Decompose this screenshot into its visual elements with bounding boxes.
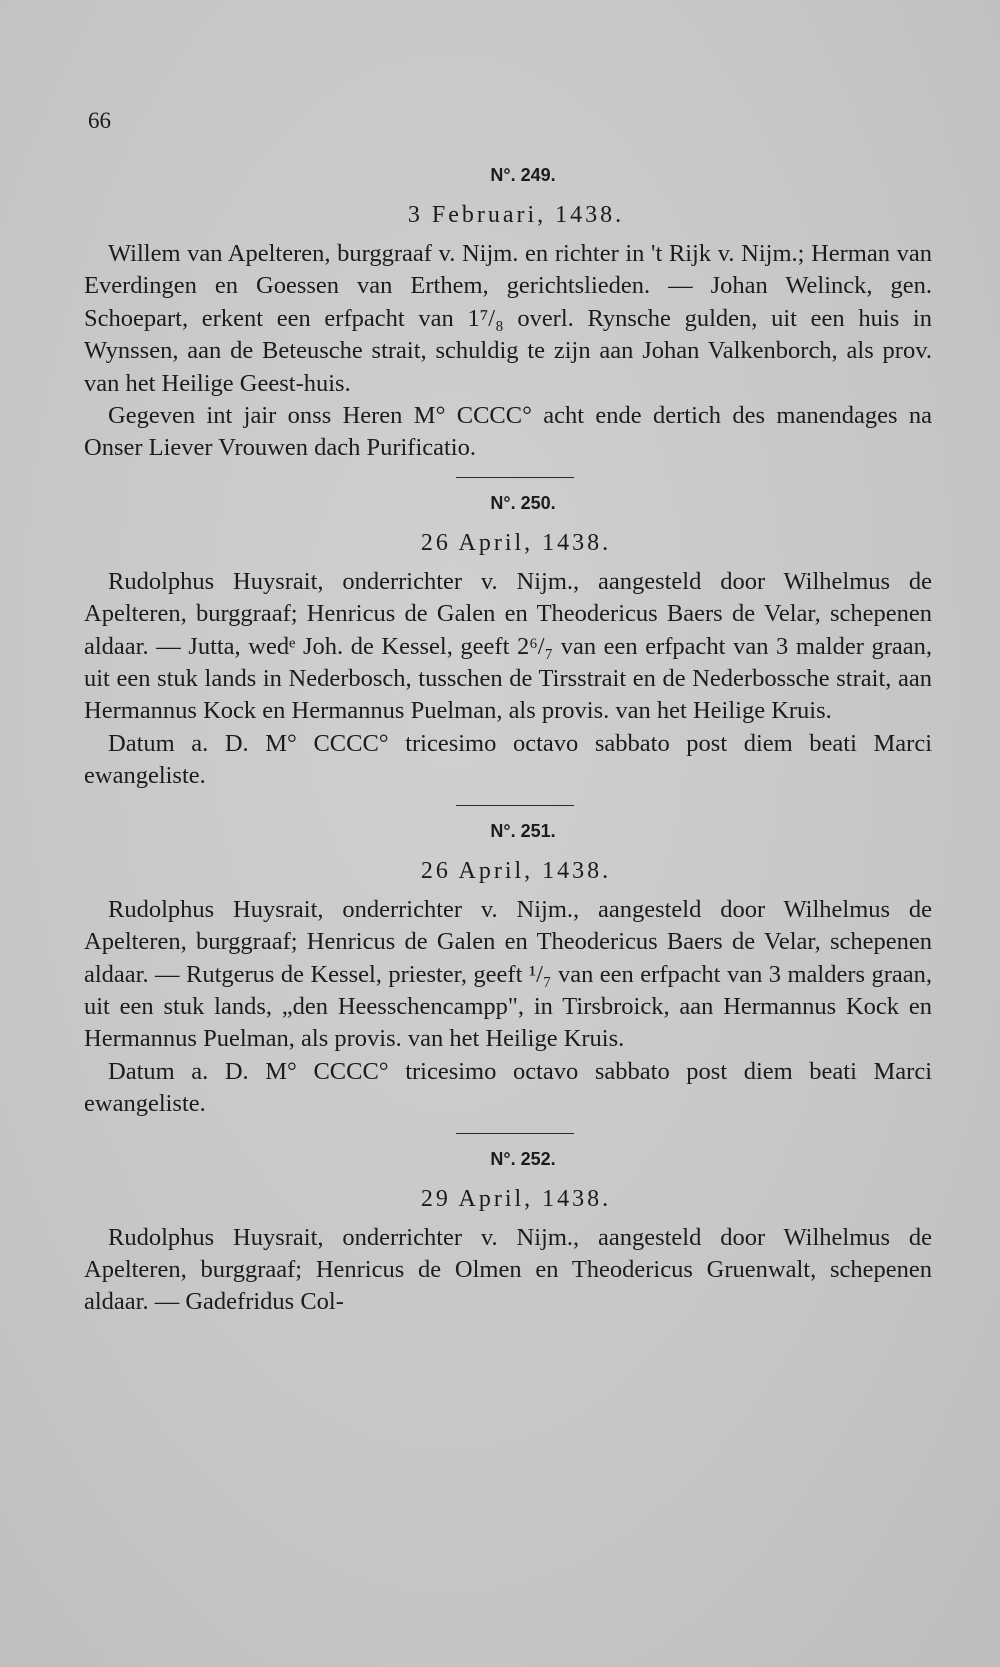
entry-body: [84, 894, 932, 1121]
entry-date: 3 Februari, 1438.: [407, 202, 625, 228]
entry-252: [84, 1146, 932, 1319]
entry-datum: Datum a. D. M° CCCC° tricesimo octavo sabbato post diem beati Marci ewangeliste.: [84, 1057, 932, 1118]
entry-datum: Datum a. D. M° CCCC° tricesimo octavo sabbato post diem beati Marci ewangeliste.: [84, 729, 932, 790]
entry-body: [84, 566, 932, 793]
separator-line: [456, 1133, 574, 1134]
entry-250: [84, 490, 932, 793]
entry-date: 26 April, 1438.: [420, 857, 612, 884]
separator-line: [456, 477, 574, 478]
entry-body: [84, 1222, 932, 1319]
entry-text: Rudolphus Huysrait, onderrichter v. Nijm., aangesteld door Wilhelmus de Apelteren, burggraaf; Henricus de Olmen en Theodericus Gruenwalt, schepenen aldaar. — Gadefridus Col-: [84, 1223, 932, 1316]
entry-number: N°. 250.: [490, 492, 556, 513]
entry-text: Rudolphus Huysrait, onderrichter v. Nijm., aangesteld door Wilhelmus de Apelteren, burggraaf; Henricus de Galen en Theodericus Baers de Velar, schepenen aldaar. — Jutta, wedᵉ Joh. de Kessel, geeft 2⁶/₇ van een erfpacht van 3 malder graan, uit een stuk lands in Nederbosch, tusschen de Tirsstrait en de Nederbossche strait, aan Hermannus Kock en Hermannus Puelman, als provis. van het Heilige Kruis.: [84, 567, 932, 725]
entry-body: [84, 238, 932, 465]
entry-date: 29 April, 1438.: [420, 1185, 612, 1212]
entry-date: 26 April, 1438.: [420, 529, 612, 556]
entry-number: N°. 251.: [490, 820, 556, 841]
entry-249: [84, 162, 932, 465]
separator-line: [456, 805, 574, 806]
entry-datum: Gegeven int jair onss Heren M° CCCC° acht ende dertich des manendages na Onser Liever Vrouwen dach Purificatio.: [84, 402, 932, 462]
entry-number: N°. 252.: [490, 1148, 556, 1169]
entry-251: [84, 818, 932, 1121]
text-column: [84, 162, 932, 1319]
entry-text: Willem van Apelteren, burggraaf v. Nijm. en richter in 't Rijk v. Nijm.; Herman van Everdingen en Goessen van Erthem, gerichtslieden. — Johan Welinck, gen. Schoepart, erkent een erfpacht van 1⁷/₈ overl. Rynsche gulden, uit een huis in Wynssen, aan de Beteusche strait, schuldig te zijn aan Johan Valkenborch, als prov. van het Heilige Geest-huis.: [84, 240, 932, 397]
entry-text: Rudolphus Huysrait, onderrichter v. Nijm., aangesteld door Wilhelmus de Apelteren, burggraaf; Henricus de Galen en Theodericus Baers de Velar, schepenen aldaar. — Rutgerus de Kessel, priester, geeft ¹/₇ van een erfpacht van 3 malders graan, uit een stuk lands, „den Heesschencampp", in Tirsbroick, aan Hermannus Kock en Hermannus Puelman, als provis. van het Heilige Kruis.: [84, 895, 932, 1053]
entry-number: N°. 249.: [490, 165, 556, 185]
page-number: 66: [88, 108, 111, 133]
